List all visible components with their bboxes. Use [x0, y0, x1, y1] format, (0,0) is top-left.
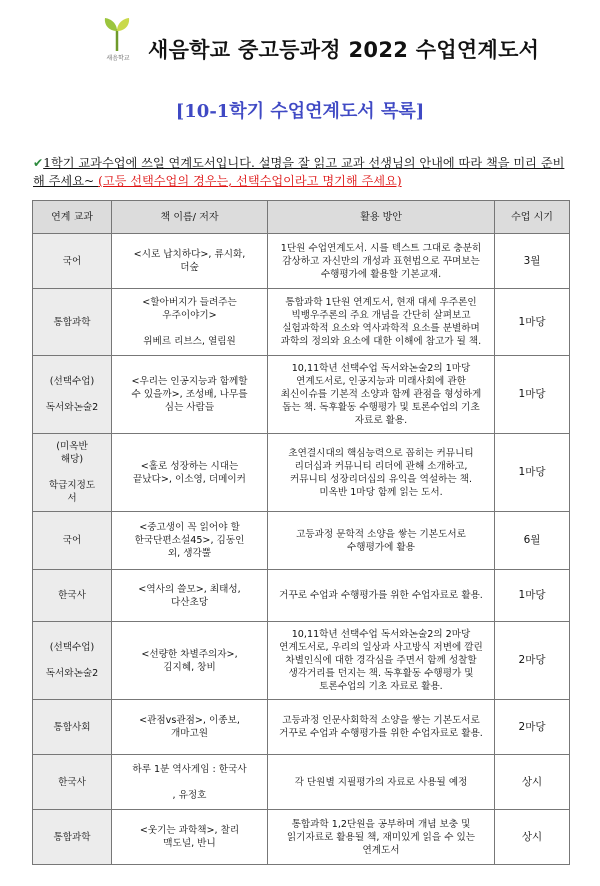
list-subtitle: [10-1학기 수업연계도서 목록] [175, 101, 425, 122]
table-row [33, 810, 570, 865]
time-cell: 2마당 [495, 700, 570, 755]
table-row [33, 356, 570, 434]
book-cell: <중고생이 꼭 읽어야 할 한국단편소설45>, 김동인 외, 생각뿔 [112, 512, 268, 570]
subject-cell: (미옥반 해당) 학급지정도 서 [33, 434, 112, 512]
book-cell: <역사의 쓸모>, 최태성, 다산초당 [112, 570, 268, 622]
header-subject: 연계 교과 [33, 201, 112, 234]
logo-school-name: 새음학교 [106, 55, 130, 62]
subject-cell: (선택수업) 독서와논술2 [33, 356, 112, 434]
subject-cell: 통합과학 [33, 810, 112, 865]
time-cell: 1마당 [495, 289, 570, 356]
subject-cell: 한국사 [33, 755, 112, 810]
book-cell: 하루 1분 역사게임 : 한국사 , 유정호 [112, 755, 268, 810]
table-header-row [33, 201, 570, 234]
table-row [33, 700, 570, 755]
usage-cell: 10,11학년 선택수업 독서와논술2의 1마당 연계도서로, 인공지능과 미래사회에 관한 최신이슈를 기본적 소양과 함께 관점을 형성하게 돕는 책. 독후활동 수행평가 및 토론수업의 기초 자료로 활용. [268, 356, 495, 434]
usage-cell: 각 단원별 지필평가의 자료로 사용될 예정 [268, 755, 495, 810]
usage-cell: 10,11학년 선택수업 독서와논술2의 2마당 연계도서로, 우리의 일상과 사고방식 저변에 깔린 차별인식에 대한 경각심을 주면서 함께 성찰할 생각거리를 던지는 책. 독후활동 수행평가 및 토론수업의 기초 자료로 활용. [268, 622, 495, 700]
time-cell: 상시 [495, 755, 570, 810]
book-cell: <웃기는 과학책>, 찰리 맥도널, 반니 [112, 810, 268, 865]
book-cell: <선량한 차별주의자>, 김지혜, 창비 [112, 622, 268, 700]
time-cell: 2마당 [495, 622, 570, 700]
page-title: 새음학교 중고등과정 2022 수업연계도서 [148, 38, 540, 62]
book-cell: <우리는 인공지능과 함께할 수 있을까>, 조성배, 나무를 심는 사람들 [112, 356, 268, 434]
subject-cell: 국어 [33, 512, 112, 570]
header-time: 수업 시기 [495, 201, 570, 234]
book-cell: <홀로 성장하는 시대는 끝났다>, 이소영, 더메이커 [112, 434, 268, 512]
book-cell: <관점vs관점>, 이종보, 개마고원 [112, 700, 268, 755]
sprout-leaf-icon [101, 17, 133, 53]
time-cell: 1마당 [495, 356, 570, 434]
notice-main: 1학기 교과수업에 쓰일 연계도서입니다. 설명을 잘 읽고 교과 선생님의 안내에 따라 책을 미리 준비해 주세요~ [33, 156, 565, 188]
time-cell: 3월 [495, 234, 570, 289]
time-cell: 6월 [495, 512, 570, 570]
book-list-table [32, 200, 570, 865]
time-cell: 1마당 [495, 570, 570, 622]
usage-cell: 고등과정 인문사회학적 소양을 쌓는 기본도서로 거꾸로 수업과 수행평가를 위한 수업자료로 활용. [268, 700, 495, 755]
subject-cell: 한국사 [33, 570, 112, 622]
book-cell: <시로 납치하다>, 류시화, 더숲 [112, 234, 268, 289]
table-row [33, 434, 570, 512]
check-mark-icon: ✔ [33, 156, 44, 170]
usage-cell: 통합과학 1,2단원을 공부하며 개념 보충 및 읽기자료로 활용될 책, 재미있게 읽을 수 있는 연계도서 [268, 810, 495, 865]
subject-cell: 국어 [33, 234, 112, 289]
usage-cell: 초연결시대의 핵심능력으로 꼽히는 커뮤니티 리더십과 커뮤니티 리더에 관해 소개하고, 커뮤니티 성장리더십의 유익을 역설하는 책. 미옥반 1마당 함께 읽는 도서. [268, 434, 495, 512]
time-cell: 상시 [495, 810, 570, 865]
time-cell: 1마당 [495, 434, 570, 512]
book-cell: <할아버지가 들려주는 우주이야기> 위베르 리브스, 열림원 [112, 289, 268, 356]
usage-cell: 1단원 수업연계도서. 시를 텍스트 그대로 충분히 감상하고 자신만의 개성과 표현법으로 꾸며보는 수행평가에 활용할 기본교재. [268, 234, 495, 289]
usage-cell: 고등과정 문학적 소양을 쌓는 기본도서로 수행평가에 활용 [268, 512, 495, 570]
subject-cell: 통합사회 [33, 700, 112, 755]
table-row [33, 755, 570, 810]
table-row [33, 234, 570, 289]
table-row [33, 289, 570, 356]
notice-text [33, 154, 573, 190]
table-row [33, 512, 570, 570]
school-logo [101, 17, 133, 63]
table-row [33, 622, 570, 700]
table-row [33, 570, 570, 622]
header-book: 책 이름/ 저자 [112, 201, 268, 234]
notice-red: (고등 선택수업의 경우는, 선택수업이라고 명기해 주세요) [98, 174, 402, 188]
header-usage: 활용 방안 [268, 201, 495, 234]
subject-cell: (선택수업) 독서와논술2 [33, 622, 112, 700]
usage-cell: 거꾸로 수업과 수행평가를 위한 수업자료로 활용. [268, 570, 495, 622]
usage-cell: 통합과학 1단원 연계도서, 현재 대세 우주론인 빅뱅우주론의 주요 개념을 간단히 살펴보고 실험과학적 요소와 역사과학적 요소를 분별하며 과학의 정의와 요소에 대한 이해에 참고가 될 책. [268, 289, 495, 356]
subject-cell: 통합과학 [33, 289, 112, 356]
